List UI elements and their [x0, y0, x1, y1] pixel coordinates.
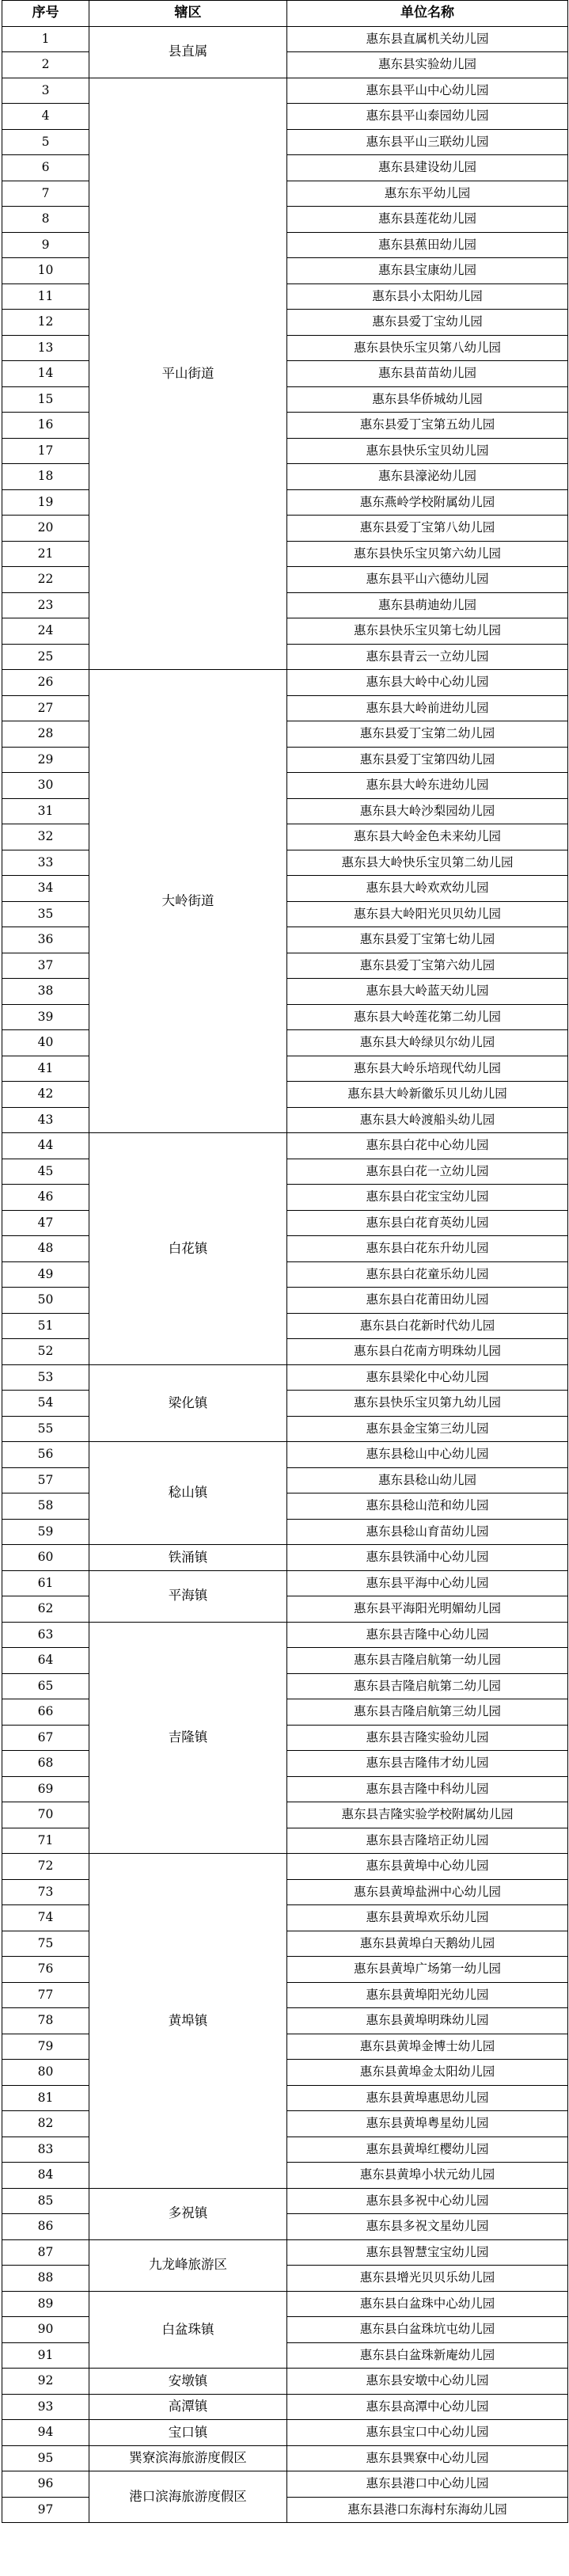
unit-name-cell: 惠东县安墩中心幼儿园 — [287, 2369, 568, 2395]
unit-name-cell: 惠东县青云一立幼儿园 — [287, 644, 568, 670]
serial-number-cell: 35 — [2, 901, 89, 927]
serial-number-cell: 52 — [2, 1339, 89, 1365]
unit-name-cell: 惠东县吉隆中心幼儿园 — [287, 1622, 568, 1648]
serial-number-cell: 51 — [2, 1313, 89, 1339]
district-cell: 九龙峰旅游区 — [89, 2239, 287, 2291]
unit-name-cell: 惠东县黄埠小状元幼儿园 — [287, 2163, 568, 2189]
serial-number-cell: 10 — [2, 258, 89, 284]
header-serial-number: 序号 — [2, 1, 89, 27]
unit-name-cell: 惠东县黄埠明珠幼儿园 — [287, 2008, 568, 2034]
unit-name-cell: 惠东县大岭阳光贝贝幼儿园 — [287, 901, 568, 927]
serial-number-cell: 48 — [2, 1236, 89, 1262]
table-row — [2, 1545, 568, 1571]
serial-number-cell: 38 — [2, 979, 89, 1005]
unit-name-cell: 惠东县黄埠惠思幼儿园 — [287, 2085, 568, 2111]
serial-number-cell: 87 — [2, 2239, 89, 2266]
serial-number-cell: 77 — [2, 1982, 89, 2008]
serial-number-cell: 26 — [2, 670, 89, 696]
unit-name-cell: 惠东县爱丁宝第七幼儿园 — [287, 927, 568, 953]
unit-name-cell: 惠东县稔山范和幼儿园 — [287, 1493, 568, 1520]
unit-name-cell: 惠东县白盆珠中心幼儿园 — [287, 2291, 568, 2317]
unit-name-cell: 惠东县实验幼儿园 — [287, 52, 568, 78]
unit-name-cell: 惠东县爱丁宝第二幼儿园 — [287, 721, 568, 748]
serial-number-cell: 17 — [2, 438, 89, 464]
unit-name-cell: 惠东县黄埠金太阳幼儿园 — [287, 2060, 568, 2086]
serial-number-cell: 2 — [2, 52, 89, 78]
unit-name-cell: 惠东县稔山中心幼儿园 — [287, 1442, 568, 1468]
district-cell: 稔山镇 — [89, 1442, 287, 1545]
unit-name-cell: 惠东县平山三联幼儿园 — [287, 129, 568, 155]
table-row — [2, 2369, 568, 2395]
unit-name-cell: 惠东县金宝第三幼儿园 — [287, 1416, 568, 1442]
district-cell: 白花镇 — [89, 1133, 287, 1365]
table-row — [2, 2471, 568, 2498]
serial-number-cell: 90 — [2, 2317, 89, 2343]
unit-name-cell: 惠东县大岭渡船头幼儿园 — [287, 1107, 568, 1133]
unit-name-cell: 惠东县黄埠盐洲中心幼儿园 — [287, 1879, 568, 1905]
serial-number-cell: 47 — [2, 1210, 89, 1236]
serial-number-cell: 73 — [2, 1879, 89, 1905]
unit-name-cell: 惠东县港口中心幼儿园 — [287, 2471, 568, 2498]
serial-number-cell: 91 — [2, 2342, 89, 2369]
table-row — [2, 1133, 568, 1159]
unit-name-cell: 惠东县黄埠阳光幼儿园 — [287, 1982, 568, 2008]
serial-number-cell: 50 — [2, 1288, 89, 1314]
unit-name-cell: 惠东县大岭蓝天幼儿园 — [287, 979, 568, 1005]
unit-name-cell: 惠东县白盆珠坑屯幼儿园 — [287, 2317, 568, 2343]
serial-number-cell: 6 — [2, 155, 89, 181]
unit-name-cell: 惠东县大岭中心幼儿园 — [287, 670, 568, 696]
table-row — [2, 26, 568, 52]
unit-name-cell: 惠东县白花中心幼儿园 — [287, 1133, 568, 1159]
serial-number-cell: 67 — [2, 1725, 89, 1751]
serial-number-cell: 5 — [2, 129, 89, 155]
unit-name-cell: 惠东县白花东升幼儿园 — [287, 1236, 568, 1262]
serial-number-cell: 31 — [2, 798, 89, 824]
serial-number-cell: 16 — [2, 413, 89, 439]
serial-number-cell: 32 — [2, 824, 89, 850]
unit-name-cell: 惠东县黄埠欢乐幼儿园 — [287, 1905, 568, 1931]
serial-number-cell: 56 — [2, 1442, 89, 1468]
unit-name-cell: 惠东县宝康幼儿园 — [287, 258, 568, 284]
unit-name-cell: 惠东县平海阳光明媚幼儿园 — [287, 1596, 568, 1623]
serial-number-cell: 55 — [2, 1416, 89, 1442]
serial-number-cell: 88 — [2, 2266, 89, 2292]
serial-number-cell: 22 — [2, 567, 89, 593]
table-row — [2, 1442, 568, 1468]
serial-number-cell: 33 — [2, 850, 89, 876]
unit-name-cell: 惠东县大岭乐培现代幼儿园 — [287, 1056, 568, 1082]
unit-name-cell: 惠东县吉隆启航第一幼儿园 — [287, 1648, 568, 1674]
table-row — [2, 2420, 568, 2446]
serial-number-cell: 3 — [2, 78, 89, 104]
serial-number-cell: 45 — [2, 1159, 89, 1185]
district-cell: 安墩镇 — [89, 2369, 287, 2395]
unit-name-cell: 惠东县多祝中心幼儿园 — [287, 2188, 568, 2214]
serial-number-cell: 49 — [2, 1261, 89, 1288]
serial-number-cell: 21 — [2, 541, 89, 567]
unit-name-cell: 惠东县黄埠红樱幼儿园 — [287, 2137, 568, 2163]
header-row — [2, 1, 568, 27]
serial-number-cell: 9 — [2, 232, 89, 258]
serial-number-cell: 97 — [2, 2497, 89, 2523]
serial-number-cell: 83 — [2, 2137, 89, 2163]
unit-name-cell: 惠东县高潭中心幼儿园 — [287, 2394, 568, 2420]
serial-number-cell: 11 — [2, 283, 89, 310]
serial-number-cell: 92 — [2, 2369, 89, 2395]
unit-name-cell: 惠东县铁涌中心幼儿园 — [287, 1545, 568, 1571]
serial-number-cell: 27 — [2, 695, 89, 721]
unit-name-cell: 惠东县快乐宝贝第七幼儿园 — [287, 618, 568, 645]
serial-number-cell: 30 — [2, 773, 89, 799]
unit-name-cell: 惠东县宝口中心幼儿园 — [287, 2420, 568, 2446]
serial-number-cell: 63 — [2, 1622, 89, 1648]
unit-name-cell: 惠东县稔山育苗幼儿园 — [287, 1519, 568, 1545]
unit-name-cell: 惠东县白花南方明珠幼儿园 — [287, 1339, 568, 1365]
district-cell: 平海镇 — [89, 1570, 287, 1622]
table-body — [2, 26, 568, 2523]
serial-number-cell: 54 — [2, 1391, 89, 1417]
serial-number-cell: 85 — [2, 2188, 89, 2214]
unit-name-cell: 惠东县黄埠粤星幼儿园 — [287, 2111, 568, 2137]
unit-name-cell: 惠东县多祝文星幼儿园 — [287, 2214, 568, 2240]
serial-number-cell: 76 — [2, 1957, 89, 1983]
district-cell: 梁化镇 — [89, 1364, 287, 1442]
serial-number-cell: 95 — [2, 2445, 89, 2471]
unit-name-cell: 惠东县快乐宝贝第八幼儿园 — [287, 335, 568, 361]
serial-number-cell: 94 — [2, 2420, 89, 2446]
unit-name-cell: 惠东县平山中心幼儿园 — [287, 78, 568, 104]
serial-number-cell: 25 — [2, 644, 89, 670]
serial-number-cell: 15 — [2, 386, 89, 413]
unit-name-cell: 惠东县华侨城幼儿园 — [287, 386, 568, 413]
unit-name-cell: 惠东县大岭新徽乐贝儿幼儿园 — [287, 1082, 568, 1108]
unit-name-cell: 惠东县快乐宝贝幼儿园 — [287, 438, 568, 464]
unit-name-cell: 惠东县建设幼儿园 — [287, 155, 568, 181]
unit-name-cell: 惠东县萌迪幼儿园 — [287, 592, 568, 618]
unit-name-cell: 惠东县爱丁宝第六幼儿园 — [287, 953, 568, 979]
unit-name-cell: 惠东县白花童乐幼儿园 — [287, 1261, 568, 1288]
table-row — [2, 78, 568, 104]
table-row — [2, 2291, 568, 2317]
serial-number-cell: 42 — [2, 1082, 89, 1108]
unit-name-cell: 惠东县吉隆实验幼儿园 — [287, 1725, 568, 1751]
unit-name-cell: 惠东县小太阳幼儿园 — [287, 283, 568, 310]
serial-number-cell: 69 — [2, 1776, 89, 1802]
kindergarten-table — [2, 0, 568, 2523]
unit-name-cell: 惠东县港口东海村东海幼儿园 — [287, 2497, 568, 2523]
unit-name-cell: 惠东县梁化中心幼儿园 — [287, 1364, 568, 1391]
district-cell: 白盆珠镇 — [89, 2291, 287, 2369]
serial-number-cell: 20 — [2, 516, 89, 542]
unit-name-cell: 惠东东平幼儿园 — [287, 181, 568, 207]
header-unit-name: 单位名称 — [287, 1, 568, 27]
unit-name-cell: 惠东县平山泰园幼儿园 — [287, 104, 568, 130]
unit-name-cell: 惠东县黄埠广场第一幼儿园 — [287, 1957, 568, 1983]
serial-number-cell: 74 — [2, 1905, 89, 1931]
header-district: 辖区 — [89, 1, 287, 27]
unit-name-cell: 惠东县黄埠白天鹅幼儿园 — [287, 1931, 568, 1957]
serial-number-cell: 43 — [2, 1107, 89, 1133]
district-cell: 港口滨海旅游度假区 — [89, 2471, 287, 2523]
serial-number-cell: 41 — [2, 1056, 89, 1082]
serial-number-cell: 57 — [2, 1467, 89, 1493]
unit-name-cell: 惠东县苗苗幼儿园 — [287, 361, 568, 387]
unit-name-cell: 惠东燕岭学校附属幼儿园 — [287, 489, 568, 516]
serial-number-cell: 58 — [2, 1493, 89, 1520]
serial-number-cell: 72 — [2, 1854, 89, 1880]
district-cell: 大岭街道 — [89, 670, 287, 1133]
serial-number-cell: 46 — [2, 1185, 89, 1211]
table-row — [2, 2188, 568, 2214]
unit-name-cell: 惠东县白花一立幼儿园 — [287, 1159, 568, 1185]
serial-number-cell: 64 — [2, 1648, 89, 1674]
district-cell: 多祝镇 — [89, 2188, 287, 2239]
unit-name-cell: 惠东县白花新时代幼儿园 — [287, 1313, 568, 1339]
unit-name-cell: 惠东县大岭莲花第二幼儿园 — [287, 1004, 568, 1030]
unit-name-cell: 惠东县白花育英幼儿园 — [287, 1210, 568, 1236]
unit-name-cell: 惠东县吉隆培正幼儿园 — [287, 1828, 568, 1854]
serial-number-cell: 36 — [2, 927, 89, 953]
unit-name-cell: 惠东县吉隆伟才幼儿园 — [287, 1751, 568, 1777]
unit-name-cell: 惠东县蕉田幼儿园 — [287, 232, 568, 258]
unit-name-cell: 惠东县大岭前进幼儿园 — [287, 695, 568, 721]
kindergarten-list-document — [2, 0, 567, 2523]
serial-number-cell: 40 — [2, 1030, 89, 1056]
unit-name-cell: 惠东县吉隆启航第三幼儿园 — [287, 1699, 568, 1726]
table-row — [2, 1854, 568, 1880]
serial-number-cell: 1 — [2, 26, 89, 52]
table-row — [2, 1570, 568, 1596]
unit-name-cell: 惠东县稔山幼儿园 — [287, 1467, 568, 1493]
unit-name-cell: 惠东县平山六德幼儿园 — [287, 567, 568, 593]
serial-number-cell: 44 — [2, 1133, 89, 1159]
serial-number-cell: 19 — [2, 489, 89, 516]
serial-number-cell: 23 — [2, 592, 89, 618]
unit-name-cell: 惠东县智慧宝宝幼儿园 — [287, 2239, 568, 2266]
district-cell: 宝口镇 — [89, 2420, 287, 2446]
serial-number-cell: 29 — [2, 747, 89, 773]
unit-name-cell: 惠东县吉隆实验学校附属幼儿园 — [287, 1802, 568, 1828]
unit-name-cell: 惠东县濠泌幼儿园 — [287, 464, 568, 490]
serial-number-cell: 37 — [2, 953, 89, 979]
serial-number-cell: 93 — [2, 2394, 89, 2420]
serial-number-cell: 68 — [2, 1751, 89, 1777]
table-row — [2, 1622, 568, 1648]
unit-name-cell: 惠东县大岭沙梨园幼儿园 — [287, 798, 568, 824]
unit-name-cell: 惠东县莲花幼儿园 — [287, 207, 568, 233]
table-row — [2, 2394, 568, 2420]
unit-name-cell: 惠东县白盆珠新庵幼儿园 — [287, 2342, 568, 2369]
serial-number-cell: 81 — [2, 2085, 89, 2111]
serial-number-cell: 12 — [2, 310, 89, 336]
district-cell: 巽寮滨海旅游度假区 — [89, 2445, 287, 2471]
district-cell: 县直属 — [89, 26, 287, 78]
table-row — [2, 2445, 568, 2471]
unit-name-cell: 惠东县平海中心幼儿园 — [287, 1570, 568, 1596]
serial-number-cell: 70 — [2, 1802, 89, 1828]
unit-name-cell: 惠东县快乐宝贝第九幼儿园 — [287, 1391, 568, 1417]
serial-number-cell: 13 — [2, 335, 89, 361]
table-row — [2, 2239, 568, 2266]
serial-number-cell: 7 — [2, 181, 89, 207]
unit-name-cell: 惠东县增光贝贝乐幼儿园 — [287, 2266, 568, 2292]
serial-number-cell: 89 — [2, 2291, 89, 2317]
serial-number-cell: 8 — [2, 207, 89, 233]
unit-name-cell: 惠东县爱丁宝幼儿园 — [287, 310, 568, 336]
serial-number-cell: 59 — [2, 1519, 89, 1545]
unit-name-cell: 惠东县爱丁宝第四幼儿园 — [287, 747, 568, 773]
unit-name-cell: 惠东县黄埠金博士幼儿园 — [287, 2034, 568, 2060]
unit-name-cell: 惠东县快乐宝贝第六幼儿园 — [287, 541, 568, 567]
district-cell: 高潭镇 — [89, 2394, 287, 2420]
unit-name-cell: 惠东县爱丁宝第五幼儿园 — [287, 413, 568, 439]
unit-name-cell: 惠东县大岭东进幼儿园 — [287, 773, 568, 799]
serial-number-cell: 61 — [2, 1570, 89, 1596]
serial-number-cell: 86 — [2, 2214, 89, 2240]
serial-number-cell: 24 — [2, 618, 89, 645]
serial-number-cell: 4 — [2, 104, 89, 130]
serial-number-cell: 53 — [2, 1364, 89, 1391]
serial-number-cell: 84 — [2, 2163, 89, 2189]
district-cell: 铁涌镇 — [89, 1545, 287, 1571]
unit-name-cell: 惠东县大岭快乐宝贝第二幼儿园 — [287, 850, 568, 876]
serial-number-cell: 60 — [2, 1545, 89, 1571]
unit-name-cell: 惠东县吉隆中科幼儿园 — [287, 1776, 568, 1802]
district-cell: 黄埠镇 — [89, 1854, 287, 2189]
serial-number-cell: 80 — [2, 2060, 89, 2086]
serial-number-cell: 75 — [2, 1931, 89, 1957]
serial-number-cell: 39 — [2, 1004, 89, 1030]
serial-number-cell: 65 — [2, 1673, 89, 1699]
serial-number-cell: 14 — [2, 361, 89, 387]
serial-number-cell: 71 — [2, 1828, 89, 1854]
serial-number-cell: 34 — [2, 876, 89, 902]
serial-number-cell: 18 — [2, 464, 89, 490]
serial-number-cell: 66 — [2, 1699, 89, 1726]
serial-number-cell: 96 — [2, 2471, 89, 2498]
unit-name-cell: 惠东县白花莆田幼儿园 — [287, 1288, 568, 1314]
serial-number-cell: 62 — [2, 1596, 89, 1623]
serial-number-cell: 82 — [2, 2111, 89, 2137]
unit-name-cell: 惠东县大岭欢欢幼儿园 — [287, 876, 568, 902]
serial-number-cell: 78 — [2, 2008, 89, 2034]
district-cell: 平山街道 — [89, 78, 287, 670]
unit-name-cell: 惠东县直属机关幼儿园 — [287, 26, 568, 52]
district-cell: 吉隆镇 — [89, 1622, 287, 1854]
unit-name-cell: 惠东县黄埠中心幼儿园 — [287, 1854, 568, 1880]
unit-name-cell: 惠东县爱丁宝第八幼儿园 — [287, 516, 568, 542]
unit-name-cell: 惠东县大岭绿贝尔幼儿园 — [287, 1030, 568, 1056]
unit-name-cell: 惠东县巽寮中心幼儿园 — [287, 2445, 568, 2471]
unit-name-cell: 惠东县大岭金色未来幼儿园 — [287, 824, 568, 850]
unit-name-cell: 惠东县白花宝宝幼儿园 — [287, 1185, 568, 1211]
unit-name-cell: 惠东县吉隆启航第二幼儿园 — [287, 1673, 568, 1699]
serial-number-cell: 28 — [2, 721, 89, 748]
table-row — [2, 1364, 568, 1391]
table-row — [2, 670, 568, 696]
serial-number-cell: 79 — [2, 2034, 89, 2060]
